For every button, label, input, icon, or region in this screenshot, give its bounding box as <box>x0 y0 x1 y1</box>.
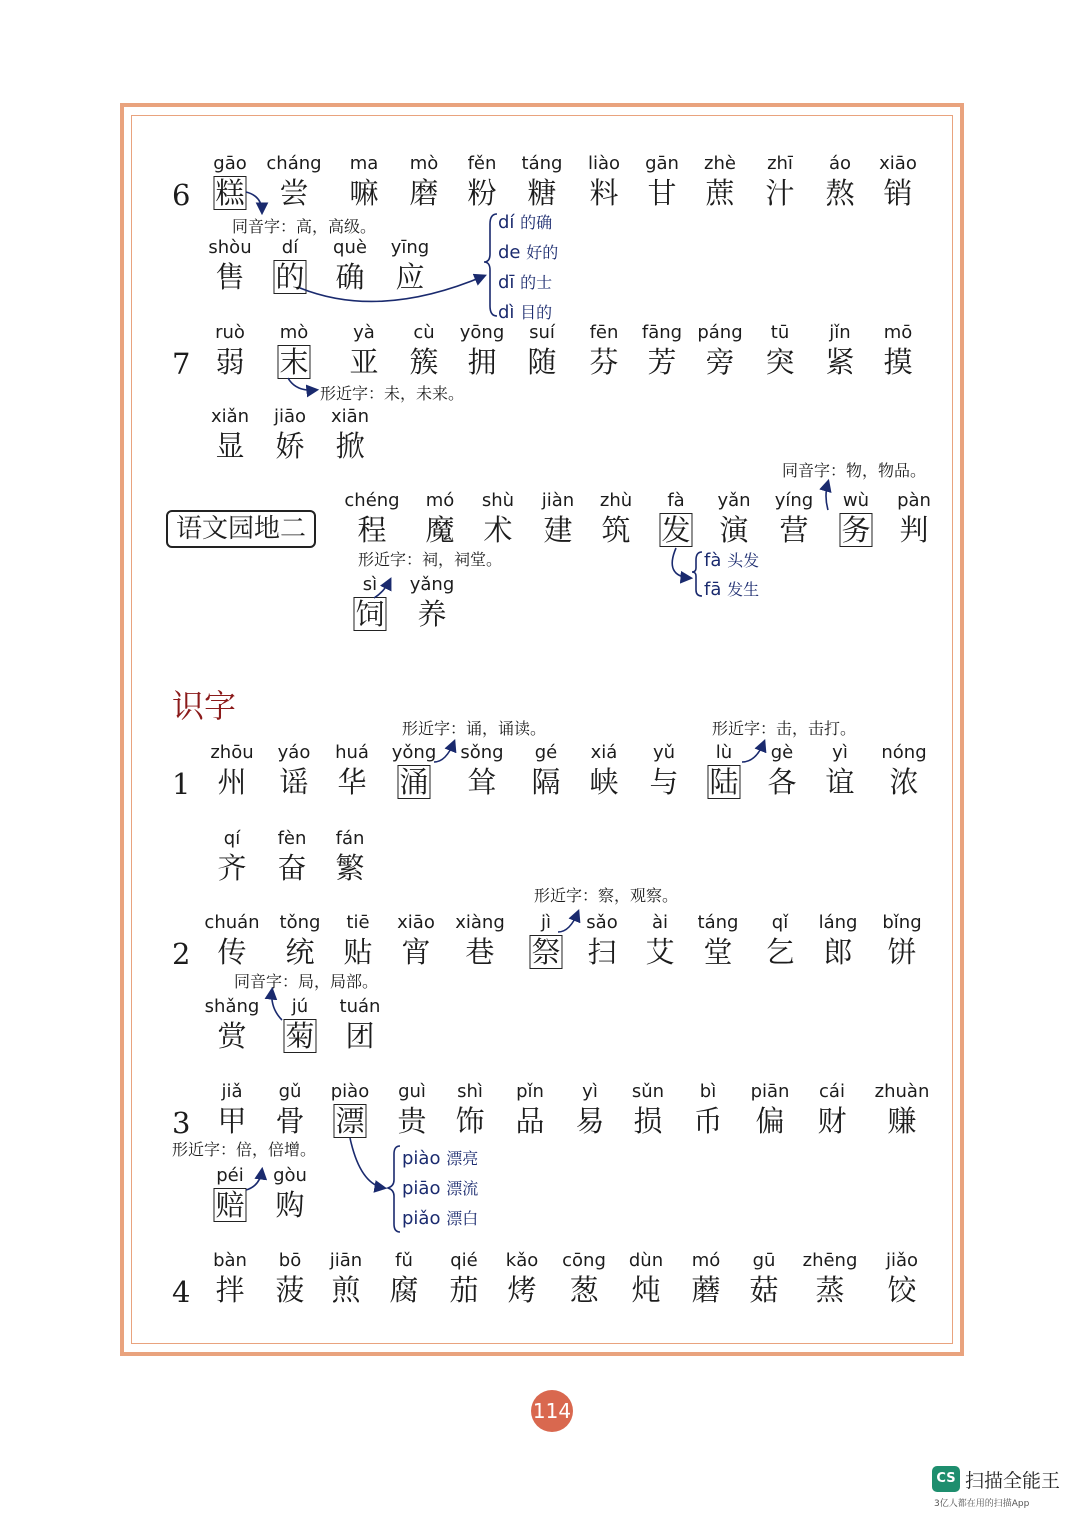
pinyin-label: dí <box>281 237 299 258</box>
pinyin-label: zhēng <box>802 1250 858 1271</box>
pinyin-label: zhù <box>599 490 633 511</box>
character: 堂 <box>703 935 733 969</box>
character: 茄 <box>449 1273 479 1307</box>
pinyin-label: jì <box>540 912 552 933</box>
character: 赏 <box>217 1019 247 1053</box>
pinyin-label: wù <box>842 490 870 511</box>
pinyin-label: páng <box>697 322 743 343</box>
pinyin-label: chuán <box>204 912 260 933</box>
highlighted-character: 务 <box>841 513 871 547</box>
row-number: 3 <box>172 1106 191 1140</box>
pinyin-label: tuán <box>339 996 381 1017</box>
highlighted-character: 糕 <box>215 176 245 210</box>
pinyin-label: fěn <box>467 153 497 174</box>
pinyin-label: mó <box>691 1250 721 1271</box>
pinyin-label: yì <box>832 742 848 763</box>
highlighted-character: 饲 <box>355 597 385 631</box>
character: 程 <box>357 513 387 547</box>
character: 料 <box>589 176 619 210</box>
character: 旁 <box>705 345 735 379</box>
pinyin-label: yōng <box>459 322 505 343</box>
character: 币 <box>693 1104 723 1138</box>
character: 腐 <box>389 1273 419 1307</box>
character: 与 <box>649 765 679 799</box>
pinyin-label: yīng <box>390 237 430 258</box>
character: 建 <box>543 513 573 547</box>
pinyin-label: gè <box>770 742 794 763</box>
pinyin-label: bàn <box>213 1250 247 1271</box>
character: 芬 <box>589 345 619 379</box>
character: 购 <box>275 1188 305 1222</box>
pinyin-label: zhuàn <box>874 1081 930 1102</box>
character: 品 <box>515 1104 545 1138</box>
bracket-piao-3: piǎo 漂白 <box>402 1208 479 1229</box>
bracket-piao-2: piāo 漂流 <box>402 1178 479 1199</box>
character: 骨 <box>275 1104 305 1138</box>
section-title: 识字 <box>172 687 237 725</box>
pinyin-label: shòu <box>208 237 252 258</box>
character: 显 <box>215 429 245 463</box>
pinyin-label: sì <box>362 574 378 595</box>
note-lu: 形近字：击，击打。 <box>712 719 857 738</box>
character: 齐 <box>217 851 247 885</box>
character: 贴 <box>343 935 373 969</box>
bracket-piao-1: piào 漂亮 <box>402 1148 479 1169</box>
pinyin-label: pàn <box>897 490 931 511</box>
highlighted-character: 赔 <box>215 1188 245 1222</box>
pinyin-label: mò <box>409 153 439 174</box>
character: 芳 <box>647 345 677 379</box>
note-mo: 形近字：未，未来。 <box>320 384 465 403</box>
character: 演 <box>719 513 749 547</box>
pinyin-label: huá <box>335 742 369 763</box>
pinyin-label: xiá <box>590 742 618 763</box>
character: 糖 <box>527 176 557 210</box>
pinyin-label: liào <box>587 153 621 174</box>
pinyin-label: jǐn <box>829 322 851 343</box>
pinyin-label: yǒng <box>391 742 437 763</box>
character: 隔 <box>531 765 561 799</box>
character: 判 <box>899 513 929 547</box>
pinyin-label: nóng <box>881 742 927 763</box>
page-number: 114 <box>531 1390 573 1432</box>
note-pei: 形近字：倍，倍增。 <box>172 1140 317 1159</box>
pinyin-label: cōng <box>562 1250 606 1271</box>
pinyin-label: fǔ <box>395 1250 413 1271</box>
character: 浓 <box>889 765 919 799</box>
pinyin-label: zhōu <box>210 742 254 763</box>
character: 烤 <box>507 1273 537 1307</box>
watermark-subtitle: 3亿人都在用的扫描App <box>934 1499 1030 1509</box>
pinyin-label: ma <box>349 153 379 174</box>
character: 宵 <box>401 935 431 969</box>
pinyin-label: gé <box>534 742 558 763</box>
character: 蘑 <box>691 1273 721 1307</box>
character: 巷 <box>465 935 495 969</box>
character: 华 <box>337 765 367 799</box>
row-number: 2 <box>172 937 191 971</box>
highlighted-character: 发 <box>661 513 691 547</box>
pinyin-label: yíng <box>774 490 814 511</box>
pinyin-label: xiān <box>330 406 370 427</box>
character: 术 <box>483 513 513 547</box>
pinyin-label: chéng <box>344 490 400 511</box>
pinyin-label: jiàn <box>541 490 575 511</box>
character: 掀 <box>335 429 365 463</box>
highlighted-character: 末 <box>279 345 309 379</box>
pinyin-label: yǔ <box>652 742 676 763</box>
character: 甲 <box>217 1104 247 1138</box>
pinyin-label: qǐ <box>771 912 789 933</box>
character: 娇 <box>275 429 305 463</box>
pinyin-label: tū <box>770 322 790 343</box>
pinyin-label: yì <box>582 1081 598 1102</box>
bracket-de-3: dī 的士 <box>498 272 553 293</box>
row-number: 4 <box>172 1275 191 1309</box>
pinyin-label: bǐng <box>882 912 922 933</box>
character: 耸 <box>467 765 497 799</box>
pinyin-label: gāo <box>213 153 247 174</box>
pinyin-label: cù <box>413 322 435 343</box>
character: 峡 <box>589 765 619 799</box>
bracket-fa-1: fà 头发 <box>704 550 760 571</box>
pinyin-label: sǎo <box>586 912 618 933</box>
character: 紧 <box>825 345 855 379</box>
bracket-de-1: dí 的确 <box>498 212 553 233</box>
character: 偏 <box>755 1104 785 1138</box>
highlighted-character: 祭 <box>531 935 561 969</box>
character: 贵 <box>397 1104 427 1138</box>
pinyin-label: tiē <box>346 912 370 933</box>
pinyin-label: xiāo <box>397 912 435 933</box>
row-number: 7 <box>172 347 191 381</box>
character: 菠 <box>275 1273 305 1307</box>
character: 赚 <box>887 1104 917 1138</box>
pinyin-label: fāng <box>641 322 683 343</box>
character: 簇 <box>409 345 439 379</box>
pinyin-label: xiāo <box>879 153 917 174</box>
pinyin-label: fèn <box>277 828 307 849</box>
character: 亚 <box>349 345 379 379</box>
pinyin-label: piào <box>330 1081 370 1102</box>
pinyin-label: jiān <box>329 1250 363 1271</box>
watermark-title: 扫描全能王 <box>965 1470 1061 1492</box>
character: 乞 <box>765 935 795 969</box>
character: 谊 <box>825 765 855 799</box>
pinyin-label: gū <box>752 1250 776 1271</box>
pinyin-label: què <box>333 237 367 258</box>
highlighted-character: 陆 <box>709 765 739 799</box>
pinyin-label: bì <box>699 1081 717 1102</box>
character: 销 <box>883 176 913 210</box>
pinyin-label: fēn <box>589 322 619 343</box>
character: 菇 <box>749 1273 779 1307</box>
character: 突 <box>765 345 795 379</box>
character: 熬 <box>825 176 855 210</box>
highlighted-character: 漂 <box>335 1104 365 1138</box>
character: 营 <box>779 513 809 547</box>
pinyin-label: dùn <box>628 1250 664 1271</box>
pinyin-label: xiàng <box>455 912 505 933</box>
character: 甘 <box>647 176 677 210</box>
note-wu: 同音字：物，物品。 <box>782 461 927 480</box>
pinyin-label: gòu <box>273 1165 307 1186</box>
highlighted-character: 涌 <box>399 765 429 799</box>
pinyin-label: jiǎ <box>221 1081 243 1102</box>
note-yong: 形近字：诵，诵读。 <box>402 719 547 738</box>
character: 售 <box>215 260 245 294</box>
pinyin-label: lù <box>715 742 733 763</box>
pinyin-label: shù <box>481 490 515 511</box>
pinyin-label: sǒng <box>460 742 504 763</box>
pinyin-label: mō <box>883 322 913 343</box>
note-ju: 同音字：局，局部。 <box>234 972 379 991</box>
character: 确 <box>335 260 365 294</box>
pinyin-label: ài <box>651 912 669 933</box>
pinyin-label: suí <box>529 322 555 343</box>
pinyin-label: shì <box>457 1081 483 1102</box>
note-ji: 形近字：察，观察。 <box>534 886 679 905</box>
pinyin-label: táng <box>697 912 739 933</box>
pinyin-label: mó <box>425 490 455 511</box>
character: 易 <box>575 1104 605 1138</box>
pinyin-label: qié <box>450 1250 478 1271</box>
pinyin-label: láng <box>818 912 858 933</box>
pinyin-label: cái <box>819 1081 845 1102</box>
pinyin-label: zhī <box>767 153 793 174</box>
character: 州 <box>217 765 247 799</box>
character: 谣 <box>279 765 309 799</box>
character: 汁 <box>765 176 795 210</box>
character: 饼 <box>887 935 917 969</box>
bracket-de-4: dì 目的 <box>498 302 553 323</box>
character: 磨 <box>409 176 439 210</box>
character: 粉 <box>467 176 497 210</box>
character: 财 <box>817 1104 847 1138</box>
character: 筑 <box>601 513 631 547</box>
row-number: 6 <box>172 178 191 212</box>
character: 魔 <box>425 513 455 547</box>
character: 饰 <box>455 1104 485 1138</box>
pinyin-label: ruò <box>215 322 245 343</box>
pinyin-label: sǔn <box>631 1081 665 1102</box>
highlighted-character: 菊 <box>285 1019 315 1053</box>
character: 随 <box>527 345 557 379</box>
pinyin-label: yáo <box>277 742 311 763</box>
character: 摸 <box>883 345 913 379</box>
pinyin-label: mò <box>279 322 309 343</box>
camscanner-logo: CS <box>932 1466 960 1492</box>
character: 尝 <box>279 176 309 210</box>
pinyin-label: jiāo <box>273 406 307 427</box>
character: 艾 <box>645 935 675 969</box>
pinyin-label: piān <box>750 1081 790 1102</box>
pinyin-label: guì <box>398 1081 426 1102</box>
pinyin-label: fán <box>335 828 365 849</box>
character: 嘛 <box>349 176 379 210</box>
character: 损 <box>633 1104 663 1138</box>
pinyin-label: qí <box>223 828 241 849</box>
pinyin-label: yà <box>353 322 375 343</box>
pinyin-label: péi <box>216 1165 244 1186</box>
bracket-fa-2: fā 发生 <box>704 579 760 600</box>
pinyin-label: jú <box>291 996 309 1017</box>
pinyin-label: kǎo <box>505 1250 539 1271</box>
pinyin-label: táng <box>521 153 563 174</box>
character: 弱 <box>215 345 245 379</box>
character: 传 <box>217 935 247 969</box>
note-gao: 同音字：高，高级。 <box>232 217 377 236</box>
pinyin-label: cháng <box>266 153 322 174</box>
character: 奋 <box>277 851 307 885</box>
character: 团 <box>345 1019 375 1053</box>
bracket-de-2: de 好的 <box>498 242 559 263</box>
pinyin-label: yǎn <box>717 490 751 511</box>
character: 炖 <box>631 1273 661 1307</box>
note-si: 形近字：祠，祠堂。 <box>358 550 503 569</box>
pinyin-label: zhè <box>704 153 736 174</box>
character: 应 <box>395 260 425 294</box>
pinyin-label: áo <box>828 153 852 174</box>
pinyin-label: shǎng <box>204 996 260 1017</box>
character: 拥 <box>467 345 497 379</box>
character: 饺 <box>887 1273 917 1307</box>
character: 葱 <box>569 1273 599 1307</box>
character: 繁 <box>335 851 365 885</box>
pinyin-label: bō <box>278 1250 302 1271</box>
character: 煎 <box>331 1273 361 1307</box>
character: 扫 <box>587 935 617 969</box>
pinyin-label: xiǎn <box>210 406 250 427</box>
pinyin-label: tǒng <box>279 912 321 933</box>
character: 蒸 <box>815 1273 845 1307</box>
row-number: 1 <box>172 767 191 801</box>
character: 蔗 <box>705 176 735 210</box>
character: 郎 <box>823 935 853 969</box>
highlighted-character: 的 <box>275 260 305 294</box>
pinyin-label: pǐn <box>516 1081 544 1102</box>
pinyin-label: jiǎo <box>885 1250 919 1271</box>
character: 养 <box>417 597 447 631</box>
pinyin-label: yǎng <box>409 574 455 595</box>
pinyin-label: gǔ <box>278 1081 302 1102</box>
pinyin-label: gān <box>645 153 679 174</box>
character: 拌 <box>215 1273 245 1307</box>
garden-label: 语文园地二 <box>166 510 316 548</box>
character: 统 <box>285 935 315 969</box>
pinyin-label: fà <box>667 490 685 511</box>
character: 各 <box>767 765 797 799</box>
